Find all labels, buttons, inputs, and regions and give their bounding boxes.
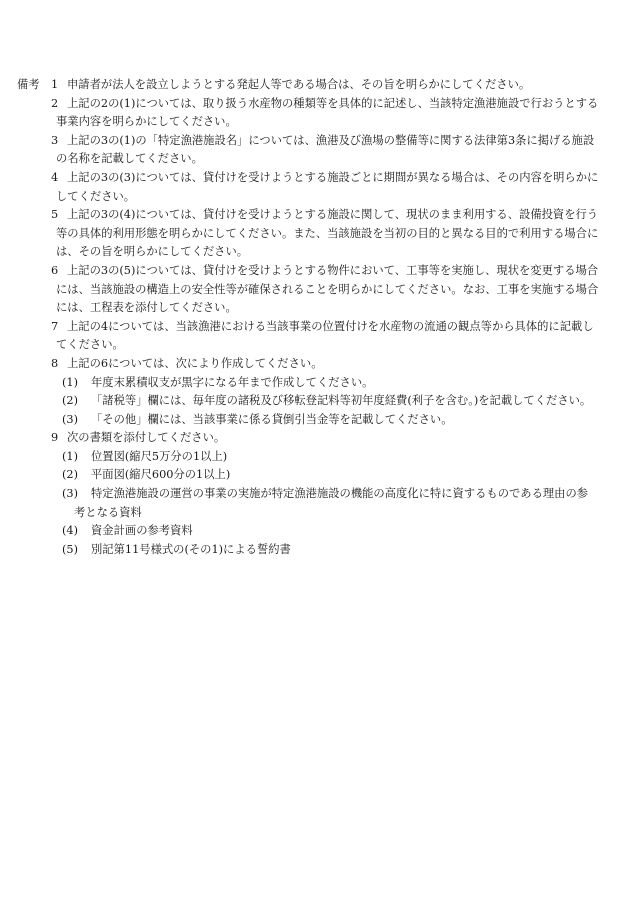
subitem-9-4 xyxy=(0,522,630,541)
item-number: 7 xyxy=(51,319,59,333)
subitem-number: (1) xyxy=(62,449,79,463)
subitem-text-line: 資金計画の参考資料 xyxy=(91,524,193,538)
subitem-number: (5) xyxy=(62,542,79,556)
subitem-text-line: 「その他」欄には、当該事業に係る貸倒引当金等を記載してください。 xyxy=(91,412,453,426)
subitem-number: (3) xyxy=(62,487,79,501)
subitem-9-3-cont xyxy=(0,504,630,523)
item-text-line: 事業内容を明らかにしてください。 xyxy=(56,115,237,129)
subitem-text-line: 平面図(縮尺600分の1以上) xyxy=(91,468,231,482)
remark-item-9 xyxy=(0,429,630,448)
item-text-line: には、当該施設の構造上の安全性等が確保されることを明らかにしてください。なお、工事を実施する場合 xyxy=(56,282,599,296)
subitem-text-line: 位置図(縮尺5万分の1以上) xyxy=(91,449,228,463)
subitem-9-3 xyxy=(0,485,630,504)
item-text-line: は、その旨を明らかにしてください。 xyxy=(56,245,249,259)
subitem-number: (1) xyxy=(62,375,79,389)
item-text-line: の名称を記載してください。 xyxy=(56,152,203,166)
item-text-line: 等の具体的利用形態を明らかにしてください。また、当該施設を当初の目的と異なる目的で利用する場合に xyxy=(56,226,599,240)
item-number: 6 xyxy=(51,263,59,277)
item-text-line: 上記の3の(5)については、貸付けを受けようとする物件において、工事等を実施し、現状を変更する場合 xyxy=(67,263,599,277)
remark-item-4-cont xyxy=(0,188,630,207)
remarks-label: 備考 xyxy=(17,78,40,91)
remark-item-2-cont xyxy=(0,113,630,132)
item-number: 5 xyxy=(51,208,59,222)
subitem-8-3 xyxy=(0,411,630,430)
item-text-line: してください。 xyxy=(56,189,136,203)
item-text-line: 上記の2の(1)については、取り扱う水産物の種類等を具体的に記述し、当該特定漁港施設で行おうとする xyxy=(67,96,599,110)
item-text-line: 上記の3の(3)については、貸付けを受けようとする施設ごとに期間が異なる場合は、その内容を明らかに xyxy=(67,170,599,184)
subitem-text-line: 考となる資料 xyxy=(74,505,142,519)
item-text-line: 上記の3の(1)の「特定漁港施設名」については、漁港及び漁場の整備等に関する法律第3条に掲げる施設 xyxy=(67,133,595,147)
remark-item-2 xyxy=(0,95,630,114)
item-number: 9 xyxy=(51,431,59,445)
remark-item-5-cont xyxy=(0,225,630,244)
subitem-9-2 xyxy=(0,466,630,485)
subitem-number: (2) xyxy=(62,468,79,482)
item-text-line: 次の書類を添付してください。 xyxy=(67,431,226,445)
remark-item-8 xyxy=(0,355,630,374)
remarks-section xyxy=(0,76,630,559)
remark-item-6-cont xyxy=(0,281,630,300)
subitem-number: (2) xyxy=(62,394,79,408)
item-number: 8 xyxy=(51,356,59,370)
remark-item-7-cont xyxy=(0,336,630,355)
subitem-number: (3) xyxy=(62,412,79,426)
item-text-line: てください。 xyxy=(56,338,124,352)
item-text-line: 上記の4については、当該漁港における当該事業の位置付けを水産物の流通の観点等から具体的に記載し xyxy=(67,319,594,333)
item-text-line: 上記の6については、次により作成してください。 xyxy=(67,356,323,370)
subitem-text-line: 特定漁港施設の運営の事業の実施が特定漁港施設の機能の高度化に特に資するものである理由の参 xyxy=(91,487,589,501)
remark-item-6-cont xyxy=(0,299,630,318)
remark-item-1 xyxy=(0,76,630,95)
item-number: 2 xyxy=(51,96,59,110)
item-number: 3 xyxy=(51,133,59,147)
remark-item-5 xyxy=(0,206,630,225)
item-number: 1 xyxy=(51,78,59,91)
item-number: 4 xyxy=(51,170,59,184)
item-text-line: 上記の3の(4)については、貸付けを受けようとする施設に関して、現状のまま利用する、設備投資を行う xyxy=(67,208,599,222)
remark-item-3-cont xyxy=(0,150,630,169)
item-text-line: には、工程表を添付してください。 xyxy=(56,301,237,315)
subitem-9-1 xyxy=(0,448,630,467)
remark-item-6 xyxy=(0,262,630,281)
item-text-line: 申請者が法人を設立しようとする発起人等である場合は、その旨を明らかにしてください。 xyxy=(67,78,531,91)
subitem-text-line: 「諸税等」欄には、毎年度の諸税及び移転登記料等初年度経費(利子を含む。)を記載してください。 xyxy=(91,394,592,408)
remark-item-3 xyxy=(0,132,630,151)
subitem-text-line: 別記第11号様式の(その1)による誓約書 xyxy=(91,542,291,556)
remark-item-4 xyxy=(0,169,630,188)
subitem-8-1 xyxy=(0,374,630,393)
subitem-text-line: 年度末累積収支が黒字になる年まで作成してください。 xyxy=(91,375,374,389)
remark-item-7 xyxy=(0,318,630,337)
subitem-number: (4) xyxy=(62,524,79,538)
subitem-8-2 xyxy=(0,392,630,411)
subitem-9-5 xyxy=(0,541,630,560)
remark-item-5-cont xyxy=(0,243,630,262)
